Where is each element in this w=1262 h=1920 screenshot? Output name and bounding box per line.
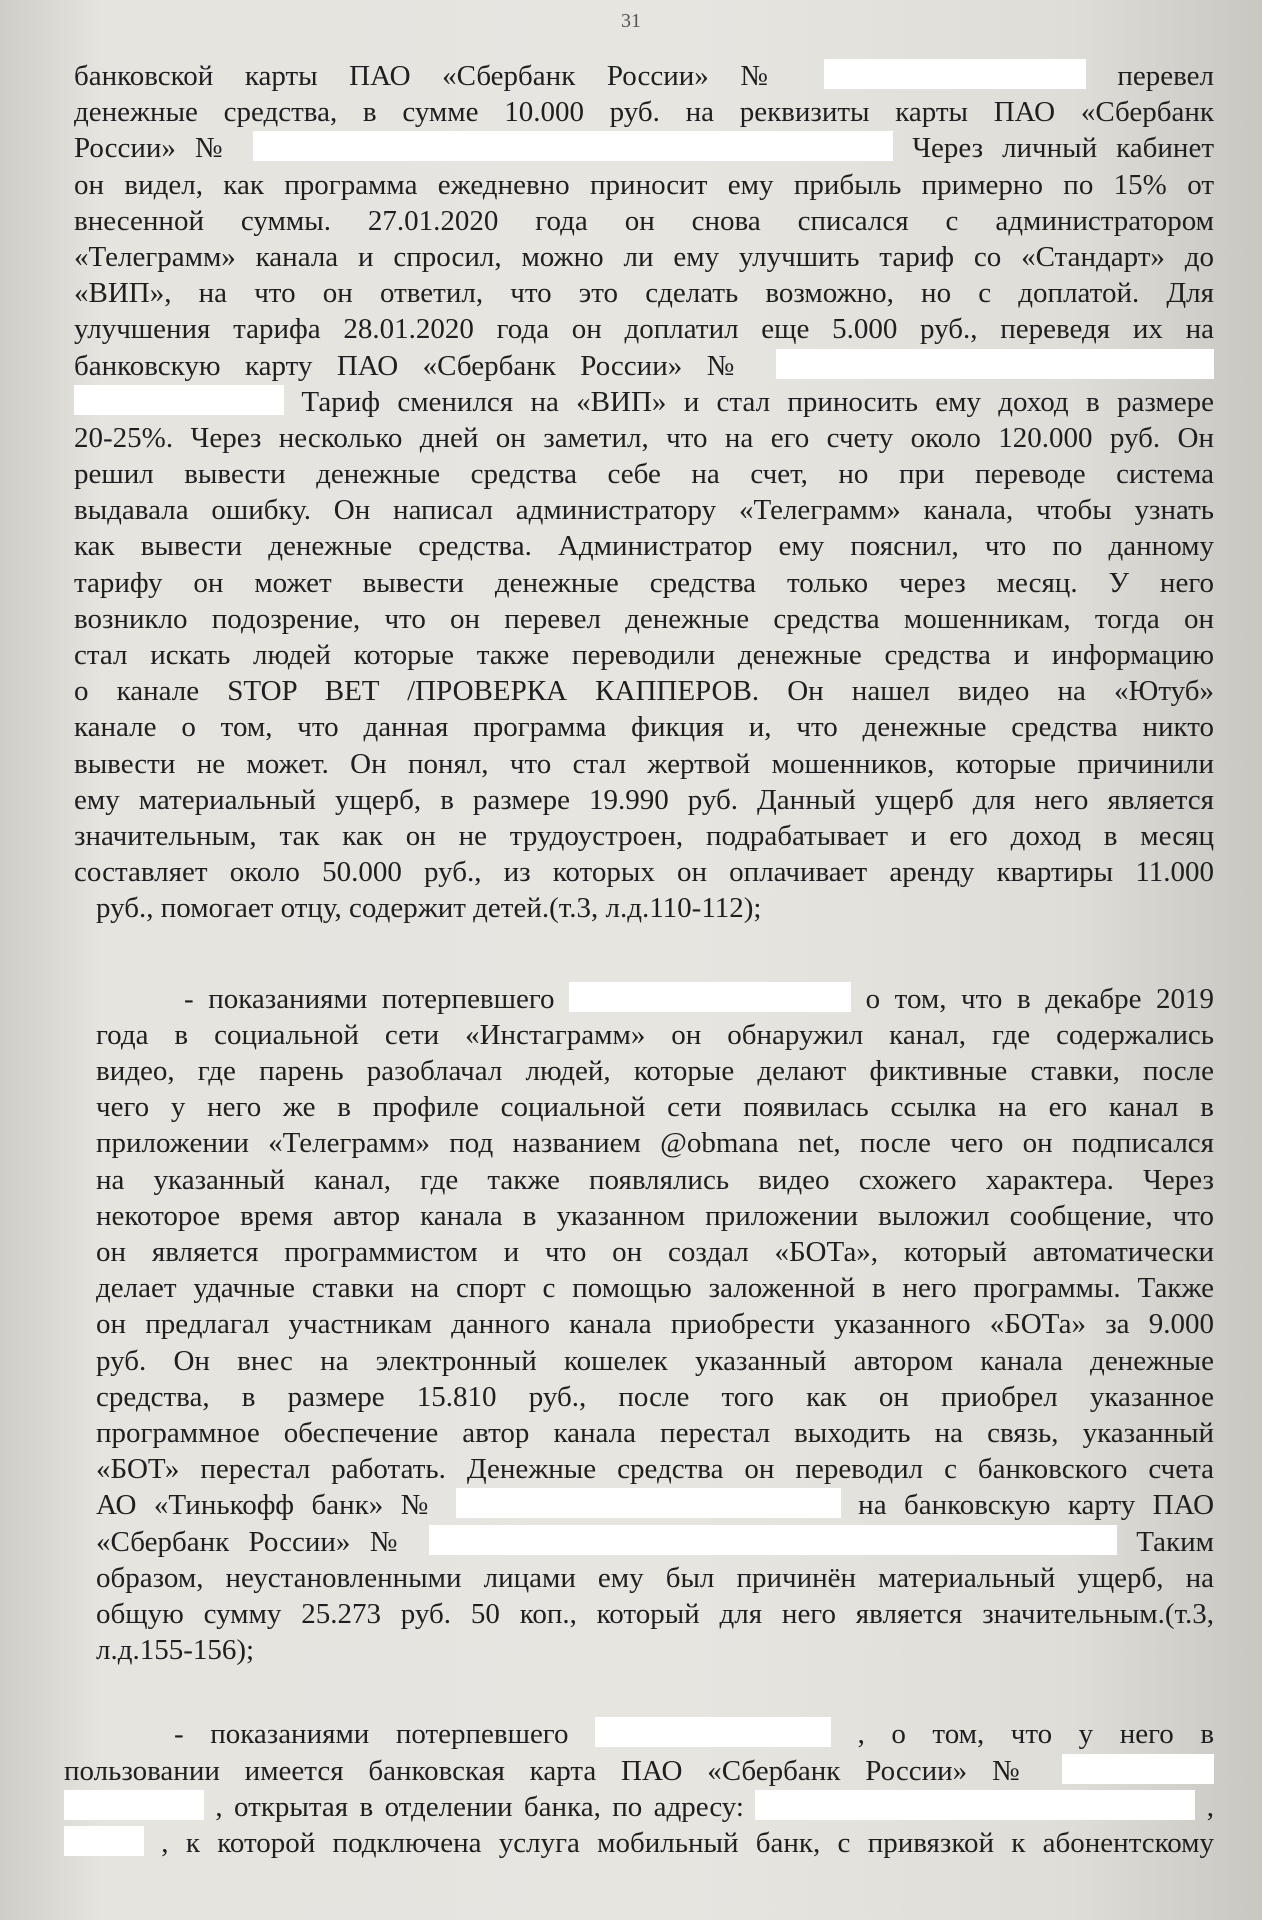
text-line: , к которой подключена услуга мобильный банк, с привязкой к абонентскому (64, 1825, 1214, 1861)
text-line: программное обеспечение автор канала перестал выходить на связь, указанный (96, 1416, 1214, 1449)
page-number: 31 (621, 10, 641, 32)
text-line: руб. Он внес на электронный кошелек указанный автором канала денежные (96, 1344, 1214, 1377)
text-line: о канале STOP BET /ПРОВЕРКА КАППЕРОВ. Он нашел видео на «Ютуб» (74, 675, 1214, 708)
text-line: «ВИП», на что он ответил, что это сделать возможно, но с доплатой. Для (74, 277, 1214, 310)
text-line: общую сумму 25.273 руб. 50 коп., который для него является значительным.(т.3, (96, 1597, 1214, 1630)
text-line: ему материальный ущерб, в размере 19.990 руб. Данный ущерб для него является (74, 783, 1214, 816)
redacted-block (569, 982, 851, 1012)
text-line: составляет около 50.000 руб., из которых он оплачивает аренду квартиры 11.000 (74, 856, 1214, 889)
text-line: он видел, как программа ежедневно приносит ему прибыль примерно по 15% от (74, 168, 1214, 201)
text-line: «БОТ» перестал работать. Денежные средства он переводил с банковского счета (96, 1453, 1214, 1486)
redacted-block (776, 349, 1214, 379)
text-line: вывести не может. Он понял, что стал жертвой мошенников, которые причинили (74, 747, 1214, 780)
redacted-block (595, 1717, 831, 1747)
text-line: - показаниями потерпевшего о том, что в декабре 2019 (184, 982, 1214, 1015)
text-line: АО «Тинькофф банк» № на банковскую карту ПАО (96, 1489, 1214, 1522)
text-line: канале о том, что данная программа фикция и, что денежные средства никто (74, 711, 1214, 744)
redacted-block (429, 1525, 1117, 1555)
redacted-block (253, 131, 893, 161)
text-line: л.д.155-156); (96, 1634, 255, 1667)
text-line: значительным, так как он не трудоустроен, подрабатывает и его доход в месяц (74, 819, 1214, 852)
text-line: денежные средства, в сумме 10.000 руб. на реквизиты карты ПАО «Сбербанк (74, 96, 1214, 129)
redacted-block (456, 1488, 841, 1518)
text-line: пользовании имеется банковская карта ПАО «Сбербанк России» № (64, 1753, 1214, 1789)
text-line: Тариф сменился на «ВИП» и стал приносить ему доход в размере (74, 384, 1214, 420)
text-line: - показаниями потерпевшего , о том, что у него в (174, 1718, 1214, 1751)
text-line: банковской карты ПАО «Сбербанк России» № перевел (74, 60, 1214, 92)
text-line: приложении «Телеграмм» под названием @obmana net, после чего он подписался (96, 1127, 1214, 1160)
text-line: он является программистом и что он создал «БОТа», который автоматически (96, 1236, 1214, 1268)
text-line: 20-25%. Через несколько дней он заметил, что на его счету около 120.000 руб. Он (74, 421, 1214, 454)
text-line: возникло подозрение, что он перевел денежные средства мошенникам, тогда он (74, 602, 1214, 635)
text-line: руб., помогает отцу, содержит детей.(т.3, л.д.110-112); (96, 892, 762, 925)
text-line: он предлагал участникам данного канала приобрести указанного «БОТа» за 9.000 (96, 1308, 1214, 1341)
text-line: внесенной суммы. 27.01.2020 года он снова списался с администратором (74, 204, 1214, 237)
text-line: «Телеграмм» канала и спросил, можно ли ему улучшить тариф со «Стандарт» до (74, 240, 1214, 273)
text-line: выдавала ошибку. Он написал администратору «Телеграмм» канала, чтобы узнать (74, 494, 1214, 527)
text-line: «Сбербанк России» № Таким (96, 1525, 1214, 1558)
redacted-block (74, 385, 284, 415)
text-line: на указанный канал, где также появлялись видео схожего характера. Через (96, 1163, 1214, 1196)
text-line: , открытая в отделении банка, по адресу: , (64, 1789, 1214, 1825)
text-line: некоторое время автор канала в указанном приложении выложил сообщение, что (96, 1199, 1214, 1232)
document-body (64, 58, 1214, 1861)
text-line: банковскую карту ПАО «Сбербанк России» № (74, 348, 1214, 384)
text-line: решил вывести денежные средства себе на счет, но при переводе система (74, 458, 1214, 491)
text-line: как вывести денежные средства. Администратор ему пояснил, что по данному (74, 530, 1214, 563)
text-line: чего у него же в профиле социальной сети появилась ссылка на его канал в (96, 1091, 1214, 1124)
text-line: образом, неустановленными лицами ему был причинён материальный ущерб, на (96, 1561, 1214, 1594)
text-line: делает удачные ставки на спорт с помощью заложенной в него программы. Также (96, 1272, 1214, 1305)
redacted-block (755, 1790, 1195, 1820)
paragraph-1 (74, 58, 1214, 927)
text-line: России» № Через личный кабинет (74, 132, 1214, 165)
text-line: улучшения тарифа 28.01.2020 года он доплатил еще 5.000 руб., переведя их на (74, 313, 1214, 346)
text-line: года в социальной сети «Инстаграмм» он обнаружил канал, где содержались (96, 1018, 1214, 1051)
text-line: стал искать людей которые также переводили денежные средства и информацию (74, 639, 1214, 671)
redacted-block (64, 1790, 204, 1820)
redacted-block (824, 59, 1086, 89)
redacted-block (1062, 1754, 1214, 1784)
text-line: видео, где парень разоблачал людей, которые делают фиктивные ставки, после (96, 1055, 1214, 1088)
paragraph-2 (74, 981, 1214, 1669)
redacted-block (64, 1826, 144, 1856)
text-line: средства, в размере 15.810 руб., после того как он приобрел указанное (96, 1380, 1214, 1413)
text-line: тарифу он может вывести денежные средства только через месяц. У него (74, 566, 1214, 599)
paragraph-3 (64, 1716, 1214, 1861)
